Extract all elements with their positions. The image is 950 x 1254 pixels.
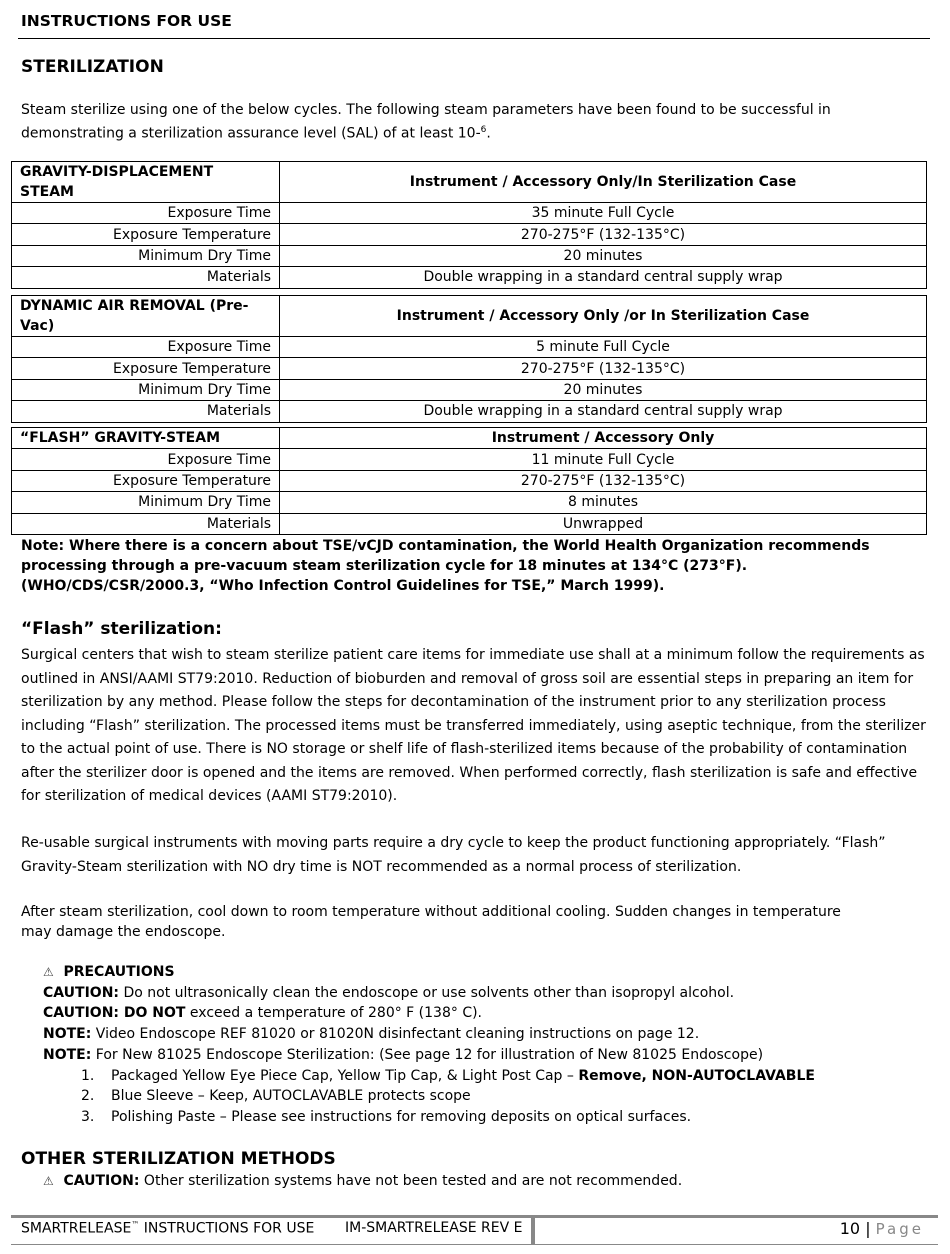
header-divider [18,38,930,39]
item-text: Polishing Paste – Please see instructions for removing deposits on optical surfaces. [111,1108,692,1125]
row-label: Exposure Temperature [12,224,280,245]
row-value: Double wrapping in a standard central supply wrap [280,401,927,422]
table-row [12,245,927,266]
item-text: Packaged Yellow Eye Piece Cap, Yellow Tip Cap, & Light Post Cap – [111,1067,579,1084]
endoscope-items-list [43,1066,923,1128]
row-label: Materials [12,513,280,534]
row-value: 8 minutes [280,492,927,513]
table-column-header: Instrument / Accessory Only/In Sterilization Case [280,162,927,203]
table-header-row [12,162,927,203]
footer-divider [11,1215,938,1218]
precautions-heading-line [43,962,923,983]
row-value: 270-275°F (132-135°C) [280,358,927,379]
sterilization-heading: STERILIZATION [21,57,164,77]
page-word: Page [875,1220,924,1238]
intro-exponent: 6 [480,125,487,135]
row-label: Materials [12,267,280,288]
table-column-header: Instrument / Accessory Only [280,428,927,449]
warning-icon: ⚠ [43,1174,54,1188]
warning-icon: ⚠ [43,965,54,979]
row-label: Minimum Dry Time [12,492,280,513]
row-label: Minimum Dry Time [12,379,280,400]
row-value: 5 minute Full Cycle [280,337,927,358]
caution-text: Other sterilization systems have not been tested and are not recommended. [139,1173,683,1189]
trademark-symbol: ™ [131,1220,140,1229]
footer-product-name: SMARTRELEASE [21,1220,132,1237]
precautions-heading: PRECAUTIONS [63,964,175,980]
page-number-value: 10 [839,1219,861,1238]
intro-end: . [486,125,491,142]
table-title: DYNAMIC AIR REMOVAL (Pre-Vac) [12,296,280,337]
table-row [12,470,927,491]
table-column-header: Instrument / Accessory Only /or In Sterilization Case [280,296,927,337]
note-text: Video Endoscope REF 81020 or 81020N disinfectant cleaning instructions on page 12. [91,1026,700,1043]
table-row [12,358,927,379]
note-line [43,1045,923,1066]
footer-doc-id: IM-SMARTRELEASE REV E [345,1220,523,1236]
table-row [12,267,927,288]
row-label: Exposure Temperature [12,358,280,379]
flash-paragraph-2: Re-usable surgical instruments with moving parts require a dry cycle to keep the product functioning appropriately. “Flash” Gravity-Steam sterilization with NO dry time is NOT recommended as a normal process of sterilization. [21,835,886,875]
note-text: For New 81025 Endoscope Sterilization: (See page 12 for illustration of New 81025 Endoscope) [91,1046,764,1063]
footer-product [21,1220,314,1237]
table-row [12,492,927,513]
sterilization-intro [21,100,931,144]
table-row [12,379,927,400]
table-title: GRAVITY-DISPLACEMENT STEAM [12,162,280,203]
flash-paragraph-3 [21,902,931,942]
row-value: 11 minute Full Cycle [280,449,927,470]
page-number [840,1219,924,1238]
footer-product-rest: INSTRUCTIONS FOR USE [139,1220,315,1237]
row-value: Unwrapped [280,513,927,534]
flash-paragraph-1: Surgical centers that wish to steam sterilize patient care items for immediate use shall at a minimum follow the requirements as outlined in ANSI/AAMI ST79:2010. Reduction of bioburden and removal of gross soil are essential steps in preparing an item for sterilization by any method. Please follow the steps for decontamination of the instrument prior to any sterilization process including “Flash” sterilization. The processed items must be transferred immediately, using aseptic technique, from the sterilizer to the actual point of use. There is NO storage or shelf life of flash-sterilized items because of the probability of contamination after the sterilizer door is opened and the items are removed. When performed correctly, flash sterilization is safe and effective for sterilization of medical devices (AAMI ST79:2010). [21,647,926,804]
footer-bottom-rule [11,1244,938,1245]
table-row [12,449,927,470]
row-label: Minimum Dry Time [12,245,280,266]
row-label: Exposure Time [12,337,280,358]
table-row [12,337,927,358]
intro-text: Steam sterilize using one of the below cycles. The following steam parameters have been found to be successful in demonstrating a sterilization assurance level (SAL) of at least 10- [21,102,831,142]
caution-label: CAUTION: DO NOT [43,1005,186,1022]
item-number: 2. [81,1088,95,1105]
table-row [12,401,927,422]
gravity-displacement-table [11,161,927,289]
table-row [12,224,927,245]
note-label: NOTE: [43,1026,92,1043]
paragraph-line: After steam sterilization, cool down to room temperature without additional cooling. Sudden changes in temperature [21,904,841,920]
row-value: 270-275°F (132-135°C) [280,224,927,245]
row-value: 270-275°F (132-135°C) [280,470,927,491]
row-value: 35 minute Full Cycle [280,203,927,224]
table-row [12,513,927,534]
other-methods-caution [43,1171,923,1192]
item-number: 3. [81,1108,95,1125]
list-item [43,1066,923,1087]
table-header-row [12,428,927,449]
table-header-row [12,296,927,337]
row-value: 20 minutes [280,245,927,266]
list-item [43,1086,923,1107]
footer-separator-bar [531,1218,535,1244]
caution-label: CAUTION: [63,1173,140,1189]
tse-note: Note: Where there is a concern about TSE/vCJD contamination, the World Health Organization recommends processing through a pre-vacuum steam sterilization cycle for 18 minutes at 134°C (273°F). (WHO/CDS/CSR/2000.3, “Who Infection Control Guidelines for TSE,” March 1999). [21,538,870,594]
dynamic-air-removal-table [11,295,927,423]
page-separator: | [860,1219,876,1238]
precautions-section [43,962,923,1128]
flash-sterilization-heading: “Flash” sterilization: [21,619,222,639]
item-number: 1. [81,1067,95,1084]
row-value: Double wrapping in a standard central supply wrap [280,267,927,288]
row-label: Materials [12,401,280,422]
note-line [43,1024,923,1045]
item-bold-text: Remove, NON-AUTOCLAVABLE [578,1067,815,1084]
row-label: Exposure Time [12,203,280,224]
table-row [12,203,927,224]
table-title: “FLASH” GRAVITY-STEAM [12,428,280,449]
item-text: Blue Sleeve – Keep, AUTOCLAVABLE protects scope [111,1088,471,1105]
caution-label: CAUTION: [43,984,120,1001]
caution-text: Do not ultrasonically clean the endoscope or use solvents other than isopropyl alcohol. [119,984,735,1001]
note-label: NOTE: [43,1046,92,1063]
caution-text: exceed a temperature of 280° F (138° C). [185,1005,483,1022]
paragraph-line: may damage the endoscope. [21,924,226,940]
row-label: Exposure Temperature [12,470,280,491]
row-label: Exposure Time [12,449,280,470]
list-item [43,1107,923,1128]
flash-gravity-steam-table [11,427,927,535]
caution-line [43,1003,923,1024]
page-header-title: INSTRUCTIONS FOR USE [21,12,232,30]
row-value: 20 minutes [280,379,927,400]
other-methods-heading: OTHER STERILIZATION METHODS [21,1149,336,1169]
caution-line [43,983,923,1004]
